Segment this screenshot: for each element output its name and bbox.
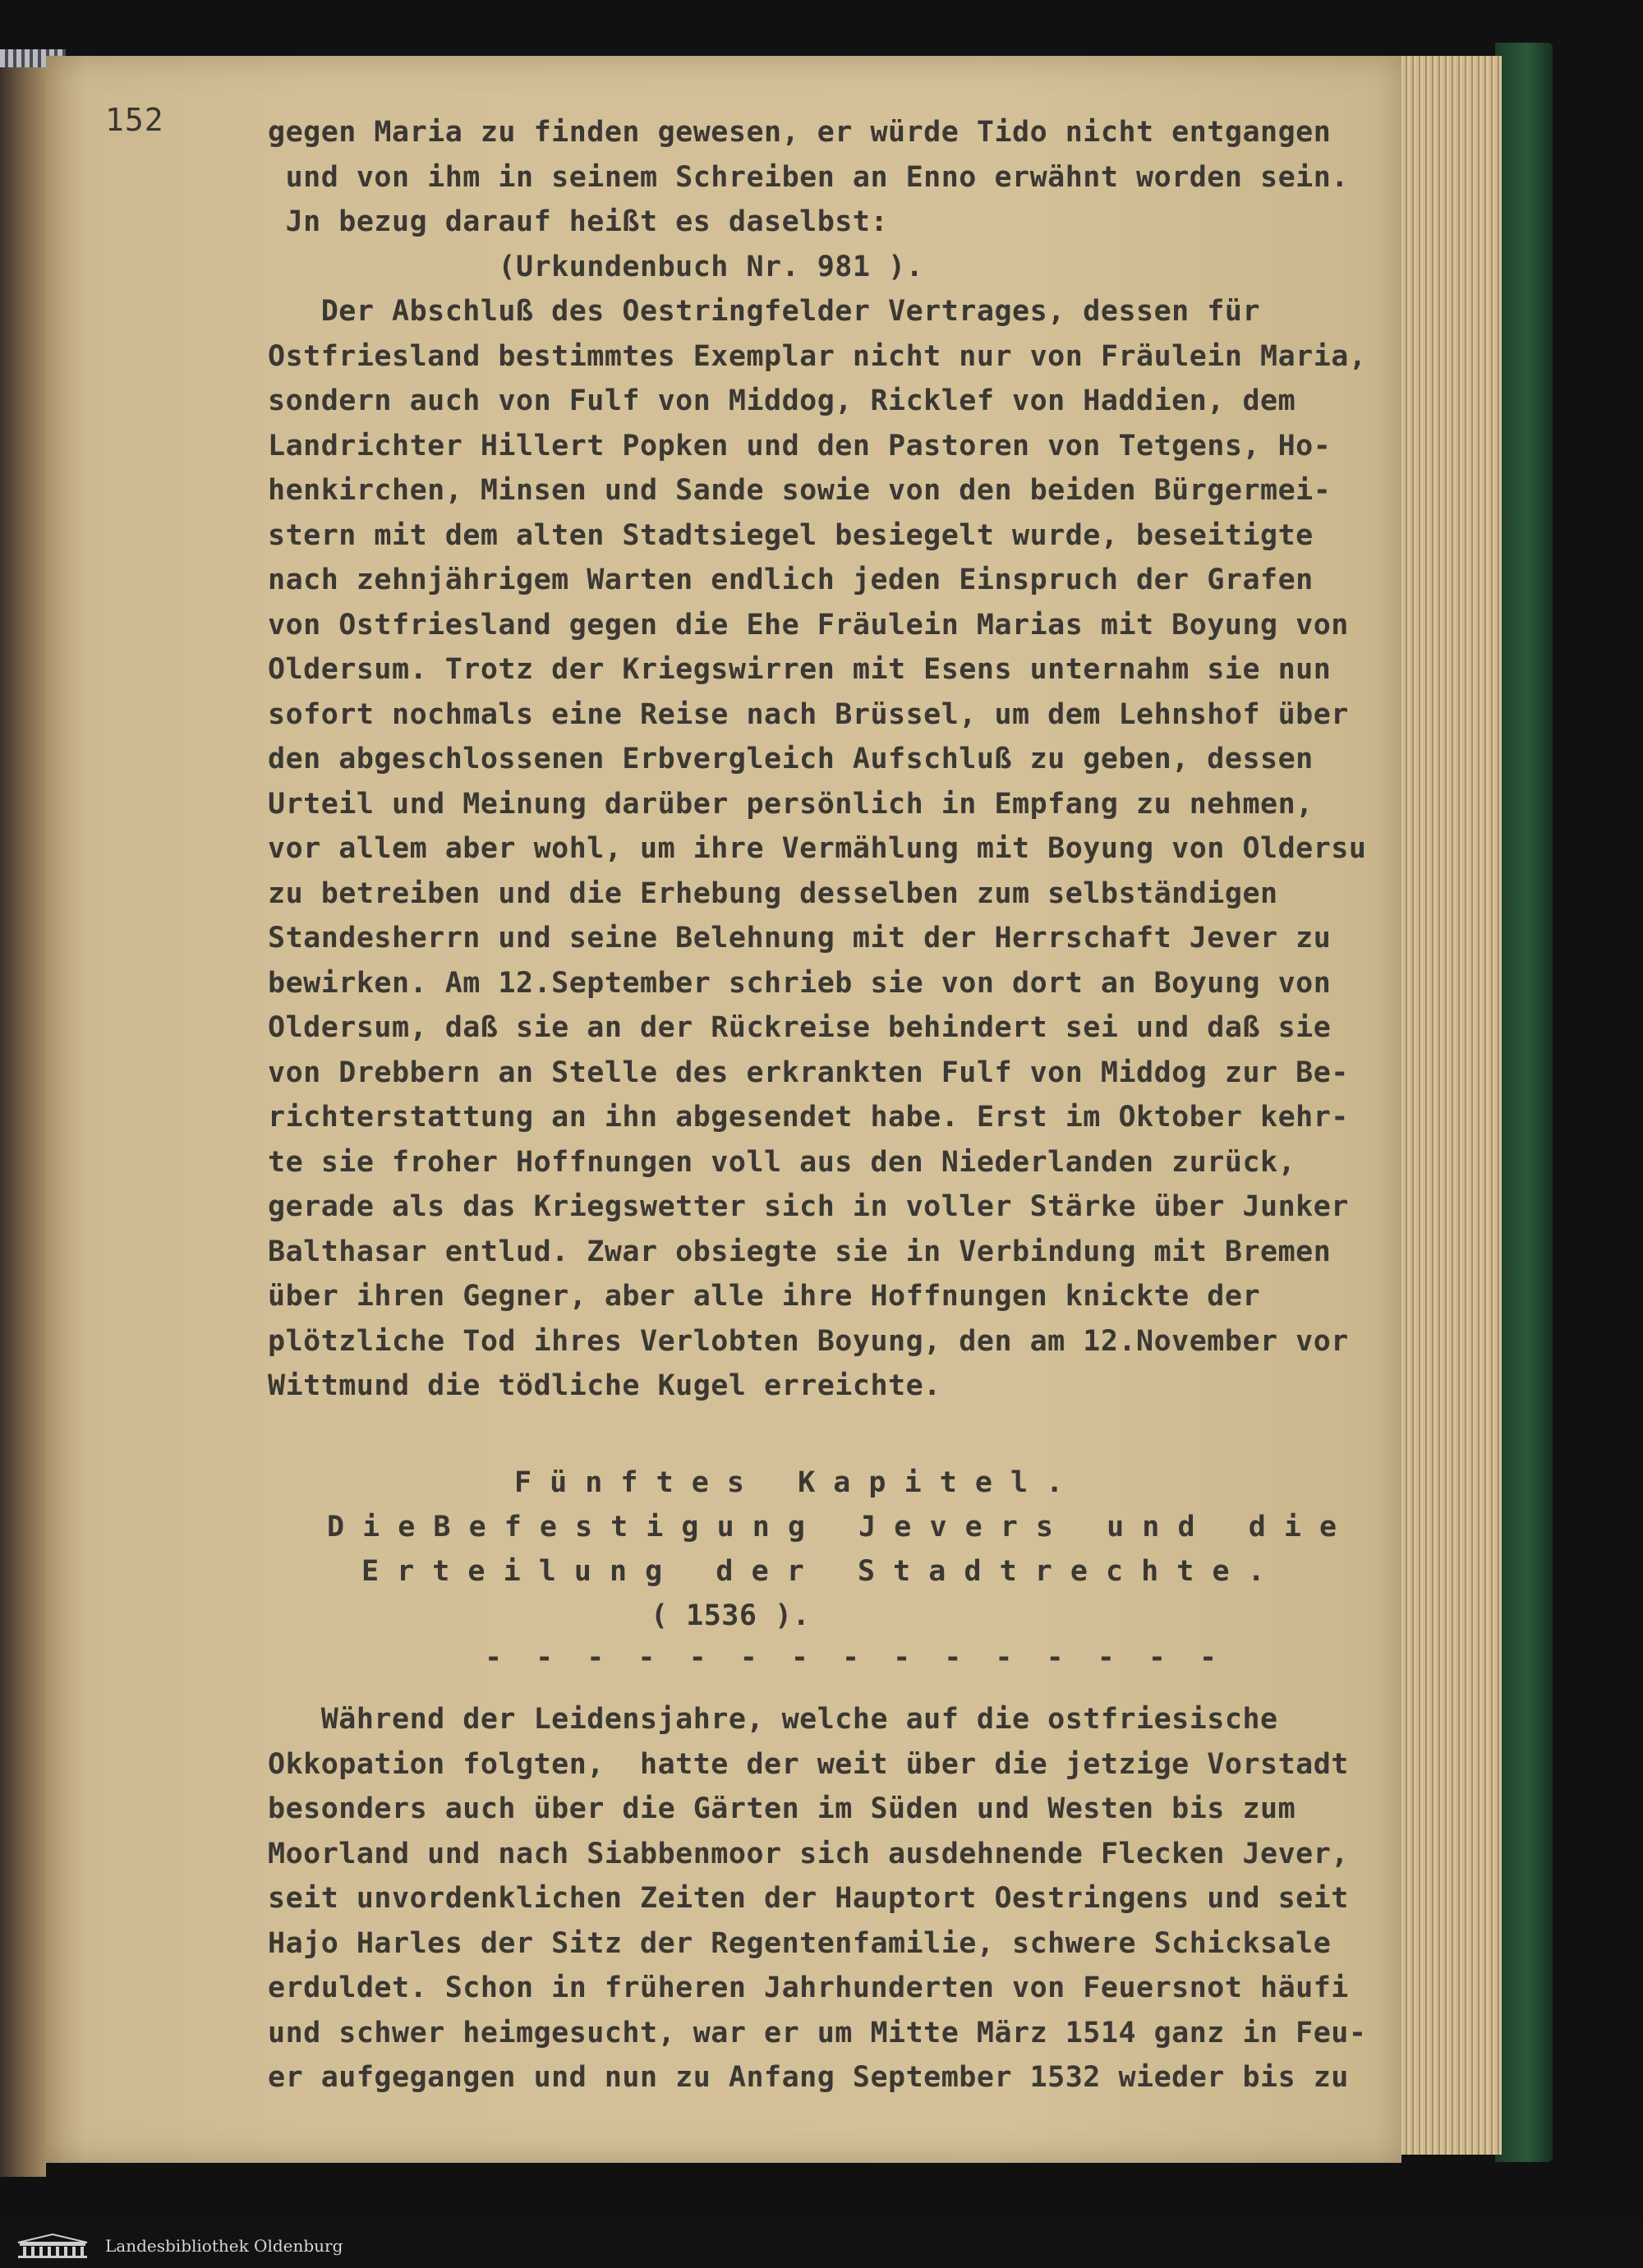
text-line-continued-8: und schwer heimgesucht, war er um Mitte März 1514 ganz in Feu- [268,2016,1367,2049]
text-line-14: sofort nochmals eine Reise nach Brüssel, um dem Lehnshof über [268,697,1349,731]
text-line-21: Oldersum, daß sie an der Rückreise behindert sei und daß sie [268,1011,1332,1044]
text-line-28: plötzliche Tod ihres Verlobten Boyung, den am 12.November vor [268,1324,1349,1358]
text-line-16: Urteil und Meinung darüber persönlich in Empfang zu nehmen, [268,787,1314,821]
chapter-subtitle-line-1: D i e B e f e s t i g u n g J e v e r s u n d d i e [327,1511,1337,1543]
text-line-25: gerade als das Kriegswetter sich in voller Stärke über Junker [268,1190,1349,1223]
text-line-continued-3: besonders auch über die Gärten im Süden und Westen bis zum [268,1792,1296,1825]
text-line-5: Der Abschluß des Oestringfelder Vertrages, dessen für [268,295,1261,328]
book-cover [1495,43,1553,2162]
text-line-17: vor allem aber wohl, um ihre Vermählung mit Boyung von Oldersu [268,832,1367,865]
page-number: 152 [105,102,164,138]
text-line-1: gegen Maria zu finden gewesen, er würde Tido nicht entgangen [268,116,1332,149]
text-line-continued-1: Während der Leidensjahre, welche auf die ostfriesische [268,1703,1278,1736]
text-line-continued-4: Moorland und nach Siabbenmoor sich ausdehnende Flecken Jever, [268,1837,1349,1870]
chapter-rule: - - - - - - - - - - - - - - - [485,1641,1226,1674]
text-line-8: Landrichter Hillert Popken und den Pastoren von Tetgens, Ho- [268,429,1332,462]
text-line-19: Standesherrn und seine Belehnung mit der Herrschaft Jever zu [268,922,1332,955]
text-line-3: Jn bezug darauf heißt es daselbst: [268,205,889,238]
text-line-20: bewirken. Am 12.September schrieb sie von dort an Boyung von [268,966,1332,1000]
text-line-29: Wittmund die tödliche Kugel erreichte. [268,1369,941,1402]
page-block-edge [1397,56,1502,2155]
text-line-11: nach zehnjährigem Warten endlich jeden Einspruch der Grafen [268,564,1314,596]
chapter-subtitle-line-2: E r t e i l u n g d e r S t a d t r e c h t e . [361,1555,1266,1588]
text-line-10: stern mit dem alten Stadtsiegel besiegelt wurde, beseitigte [268,518,1314,552]
text-line-18: zu betreiben und die Erhebung desselben zum selbständigen [268,876,1278,910]
footer-library-name: Landesbibliothek Oldenburg [105,2236,343,2256]
text-line-13: Oldersum. Trotz der Kriegswirren mit Esens unternahm sie nun [268,653,1332,686]
text-line-continued-5: seit unvordenklichen Zeiten der Hauptort Oestringens und seit [268,1882,1349,1915]
text-line-7: sondern auch von Fulf von Middog, Ricklef von Haddien, dem [268,384,1296,417]
text-line-continued-2: Okkopation folgten, hatte der weit über die jetzige Vorstadt [268,1747,1349,1781]
text-line-2: und von ihm in seinem Schreiben an Enno erwähnt worden sein. [268,160,1349,194]
chapter-year: ( 1536 ). [651,1599,811,1632]
footer-bar [0,2223,1643,2268]
text-line-27: über ihren Gegner, aber alle ihre Hoffnungen knickte der [268,1280,1261,1313]
text-line-22: von Drebbern an Stelle des erkrankten Fulf von Middog zur Be- [268,1056,1349,1089]
text-line-4: (Urkundenbuch Nr. 981 ). [268,250,924,283]
text-line-continued-6: Hajo Harles der Sitz der Regentenfamilie, schwere Schicksale [268,1926,1332,1960]
text-line-continued-9: er aufgegangen und nun zu Anfang September 1532 wieder bis zu [268,2061,1349,2094]
text-line-12: von Ostfriesland gegen die Ehe Fräulein Marias mit Boyung von [268,608,1349,642]
left-page-edge [0,49,46,2177]
chapter-title: F ü n f t e s K a p i t e l . [514,1466,1064,1499]
text-line-15: den abgeschlossenen Erbvergleich Aufschluß zu geben, dessen [268,743,1314,775]
text-line-23: richterstattung an ihn abgesendet habe. Erst im Oktober kehr- [268,1101,1349,1134]
text-line-26: Balthasar entlud. Zwar obsiegte sie in Verbindung mit Bremen [268,1235,1332,1268]
text-line-24: te sie froher Hoffnungen voll aus den Niederlanden zurück, [268,1145,1296,1179]
text-line-continued-7: erduldet. Schon in früheren Jahrhunderten von Feuersnot häufi [268,1971,1349,2004]
library-building-icon [15,2233,90,2259]
text-line-9: henkirchen, Minsen und Sande sowie von den beiden Bürgermei- [268,474,1332,507]
text-line-6: Ostfriesland bestimmtes Exemplar nicht nur von Fräulein Maria, [268,339,1367,373]
